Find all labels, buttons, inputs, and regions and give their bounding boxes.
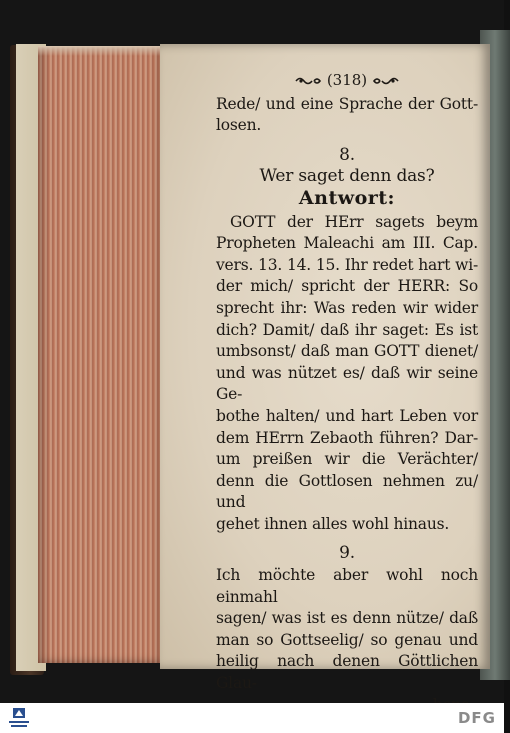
page-edges: [38, 46, 168, 663]
text-line: bothe halten/ und hart Leben vor: [216, 406, 478, 425]
text-line: vers. 13. 14. 15. Ihr redet hart wi-: [216, 255, 478, 274]
text-line: man so Gottseelig/ so genau und: [216, 630, 478, 649]
dfg-logo: DFG: [457, 709, 496, 727]
text-line: losen.: [216, 116, 262, 135]
section-number: 9.: [339, 543, 355, 564]
text-line: gehet ihnen alles wohl hinaus.: [216, 514, 450, 533]
text-line: GOTT der HErr sagets beym: [230, 212, 478, 231]
text-line: Rede/ und eine Sprache der Gott-: [216, 94, 478, 113]
text-line: der mich/ spricht der HERR: So: [216, 277, 478, 296]
text-line: Propheten Maleachi am III. Cap.: [216, 234, 478, 253]
library-logo-icon: [6, 706, 32, 730]
text-line: dem HErrn Zebaoth führen? Dar-: [216, 428, 478, 447]
question-heading: Wer saget denn das?: [259, 166, 435, 187]
page-number: (318): [326, 71, 368, 89]
text-line: sagen/ was ist es denn nütze/ daß: [216, 609, 478, 628]
viewer-footer: [0, 703, 504, 733]
ornament-left-icon: [294, 75, 322, 87]
text-line: heilig nach denen Göttlichen Glau-: [216, 652, 478, 693]
text-line: dich? Damit/ daß ihr saget: Es ist: [216, 320, 478, 339]
text-line: sprecht ihr: Was reden wir wider: [216, 298, 478, 317]
text-line: und was nützet es/ daß wir seine Ge-: [216, 363, 478, 404]
answer-heading: Antwort:: [298, 186, 396, 209]
text-line: um preißen wir die Verächter/: [216, 450, 478, 469]
text-line: umbsonst/ daß man GOTT dienet/: [216, 342, 478, 361]
text-line: denn die Gottlosen nehmen zu/ und: [216, 471, 478, 512]
text-line: Ich möchte aber wohl noch einmahl: [216, 566, 478, 606]
page-text: [216, 70, 478, 716]
ornament-right-icon: [372, 75, 400, 87]
page-header: [216, 70, 478, 92]
book-page: [160, 44, 490, 693]
section-number: 8.: [339, 144, 355, 165]
